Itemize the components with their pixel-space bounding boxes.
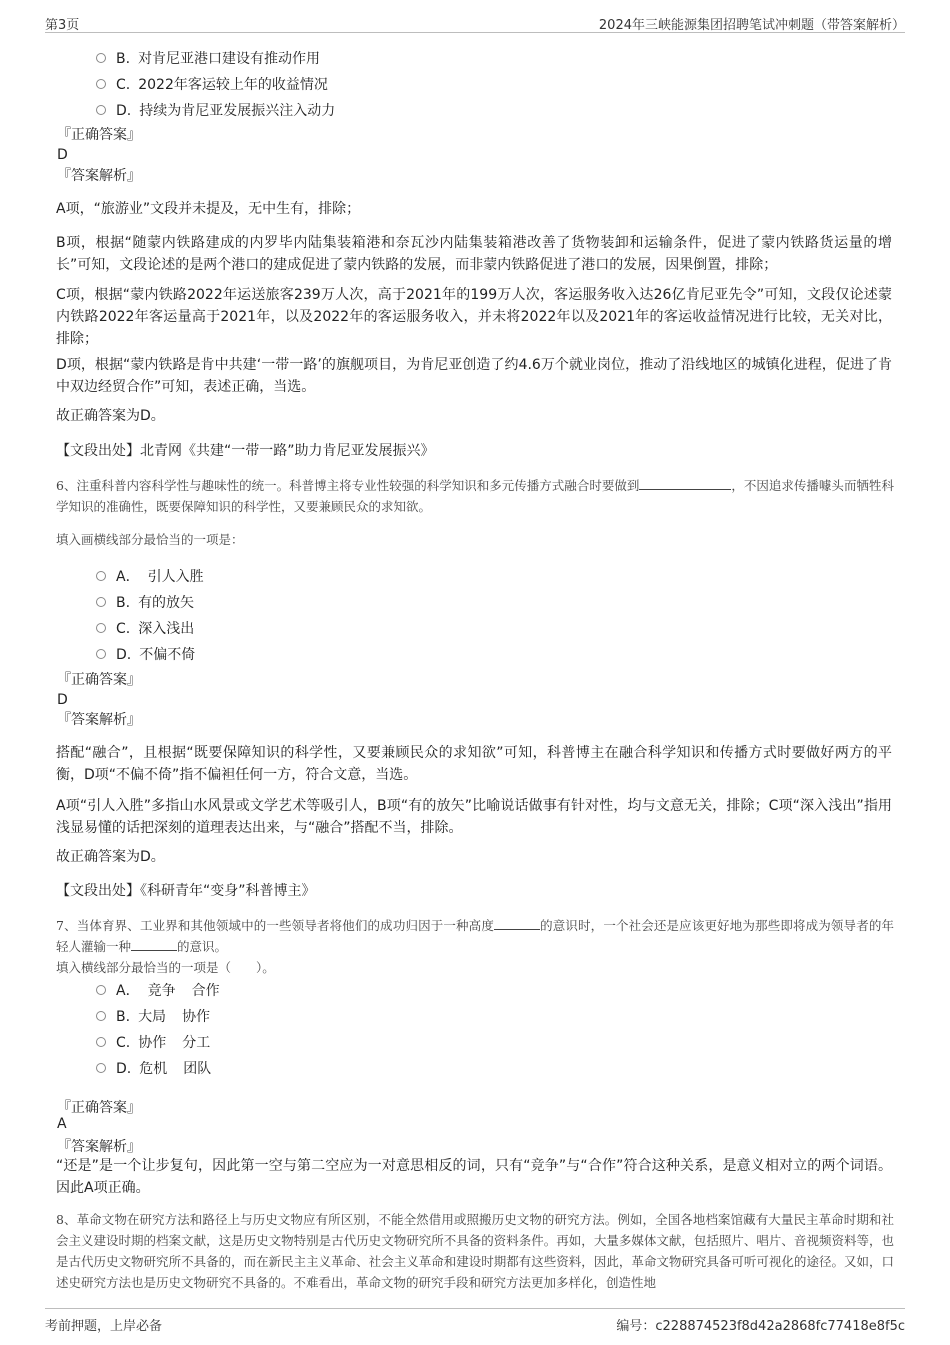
q7-option-b[interactable]: B. 大局 协作 — [96, 1006, 210, 1026]
q6-correct-value: D — [57, 692, 68, 708]
q5-analysis-b: B项，根据“随蒙内铁路建成的内罗毕内陆集装箱港和奈瓦沙内陆集装箱港改善了货物装卸和运输条件，促进了蒙内铁路货运量的增长”可知，文段论述的是两个港口的建成促进了蒙内铁路的发展，而非蒙内铁路促进了港口的发展，因果倒置，排除； — [56, 235, 892, 273]
q5-option-b[interactable]: B. 对肯尼亚港口建设有推动作用 — [96, 48, 320, 68]
q5-option-c[interactable]: C. 2022年客运较上年的收益情况 — [96, 74, 328, 94]
q8-stem: 8、革命文物在研究方法和路径上与历史文物应有所区别，不能全然借用或照搬历史文物的研究方法。例如，全国各地档案馆藏有大量民主革命时期和社会主义建设时期的档案文献，这是历史文物特别是古代历史文物研究所不具备的资料条件。再如，大量多媒体文献，包括照片、唱片、音视频资料等，也是古代历史文物研究所不具备的，而在新民主主义革命、社会主义革命和建设时期都有这些资料，因此，革命文物研究具备可听可视化的途径。又如，口述史研究方法也是历史文物研究不具备的。不难看出，革命文物的研究手段和研究方法更加多样化，创造性地 — [56, 1212, 894, 1290]
q7-stem: 7、当体育界、工业界和其他领域中的一些领导者将他们的成功归因于一种高度 的意识时，一个社会还是应该更好地为那些即将成为领导者的年轻人灌输一种 的意识。 — [56, 918, 894, 954]
q6-prompt: 填入画横线部分最恰当的一项是： — [56, 532, 244, 547]
q7-option-a[interactable]: A． 竞争 合作 — [96, 980, 220, 1000]
radio-icon[interactable] — [96, 105, 106, 115]
radio-icon[interactable] — [96, 649, 106, 659]
radio-icon[interactable] — [96, 79, 106, 89]
q6-option-a[interactable]: A． 引人入胜 — [96, 566, 204, 586]
page-footer — [45, 1308, 905, 1334]
q5-source: 【文段出处】北青网《共建“一带一路”助力肯尼亚发展振兴》 — [56, 443, 435, 459]
radio-icon[interactable] — [96, 1063, 106, 1073]
q7-correct-value: A — [57, 1116, 67, 1132]
radio-icon[interactable] — [96, 1037, 106, 1047]
blank-line — [494, 917, 540, 930]
q7-correct-label: 『正确答案』 — [57, 1100, 141, 1116]
radio-icon[interactable] — [96, 597, 106, 607]
q6-analysis-main: 搭配“融合”，且根据“既要保障知识的科学性，又要兼顾民众的求知欲”可知，科普博主在融合科学知识和传播方式时要做好两方的平衡，D项“不偏不倚”指不偏袒任何一方，符合文意，当选。 — [56, 745, 892, 783]
blank-line — [639, 477, 731, 490]
q6-option-d[interactable]: D. 不偏不倚 — [96, 644, 195, 664]
q5-correct-label: 『正确答案』 — [57, 127, 141, 143]
q5-analysis-d: D项，根据“蒙内铁路是肯中共建‘一带一路’的旗舰项目，为肯尼亚创造了约4.6万个就业岗位，推动了沿线地区的城镇化进程，促进了肯中双边经贸合作”可知，表述正确，当选。 — [56, 357, 892, 395]
q5-option-d[interactable]: D. 持续为肯尼亚发展振兴注入动力 — [96, 100, 335, 120]
q6-option-c[interactable]: C. 深入浅出 — [96, 618, 194, 638]
q7-analysis: “还是”是一个让步复句，因此第一空与第二空应为一对意思相反的词，只有“竞争”与“合作”符合这种关系，是意义相对立的两个词语。因此A项正确。 — [56, 1158, 892, 1196]
q6-conclusion: 故正确答案为D。 — [56, 849, 165, 865]
q7-option-d[interactable]: D. 危机 团队 — [96, 1058, 211, 1078]
q6-analysis-label: 『答案解析』 — [57, 712, 141, 728]
q6-stem: 6、注重科普内容科学性与趣味性的统一。科普博主将专业性较强的科学知识和多元传播方式融合时要做到 ，不因追求传播噱头而牺牲科学知识的准确性，既要保障知识的科学性，又要兼顾民众的求知欲。 — [56, 478, 894, 514]
q6-correct-label: 『正确答案』 — [57, 672, 141, 688]
page-header — [45, 12, 905, 33]
document-title: 2024年三峡能源集团招聘笔试冲刺题（带答案解析） — [598, 18, 905, 33]
q5-correct-value: D — [57, 147, 68, 163]
q6-analysis-others: A项“引人入胜”多指山水风景或文学艺术等吸引人，B项“有的放矢”比喻说话做事有针对性，均与文意无关，排除；C项“深入浅出”指用浅显易懂的话把深刻的道理表达出来，与“融合”搭配不当，排除。 — [56, 798, 892, 836]
q7-prompt: 填入横线部分最恰当的一项是（ ）。 — [56, 960, 275, 975]
radio-icon[interactable] — [96, 53, 106, 63]
document-id: 编号：c228874523f8d42a2868fc77418e8f5c — [616, 1319, 905, 1334]
page-number: 第3页 — [45, 18, 80, 33]
footer-slogan: 考前押题，上岸必备 — [45, 1319, 163, 1334]
q5-analysis-label: 『答案解析』 — [57, 168, 141, 184]
q5-analysis-c: C项，根据“蒙内铁路2022年运送旅客239万人次，高于2021年的199万人次，客运服务收入达26亿肯尼亚先令”可知，文段仅论述蒙内铁路2022年客运量高于2021年，以及2022年的客运服务收入，并未将2022年以及2021年的客运收益情况进行比较，无关对比，排除； — [56, 287, 892, 347]
radio-icon[interactable] — [96, 623, 106, 633]
blank-line — [131, 938, 177, 951]
radio-icon[interactable] — [96, 1011, 106, 1021]
q5-conclusion: 故正确答案为D。 — [56, 408, 165, 424]
q7-analysis-label: 『答案解析』 — [57, 1139, 141, 1155]
radio-icon[interactable] — [96, 571, 106, 581]
q7-option-c[interactable]: C. 协作 分工 — [96, 1032, 210, 1052]
radio-icon[interactable] — [96, 985, 106, 995]
q6-source: 【文段出处】《科研青年“变身”科普博主》 — [56, 883, 316, 899]
q6-option-b[interactable]: B. 有的放矢 — [96, 592, 194, 612]
q5-analysis-a: A项，“旅游业”文段并未提及，无中生有，排除； — [56, 201, 361, 217]
